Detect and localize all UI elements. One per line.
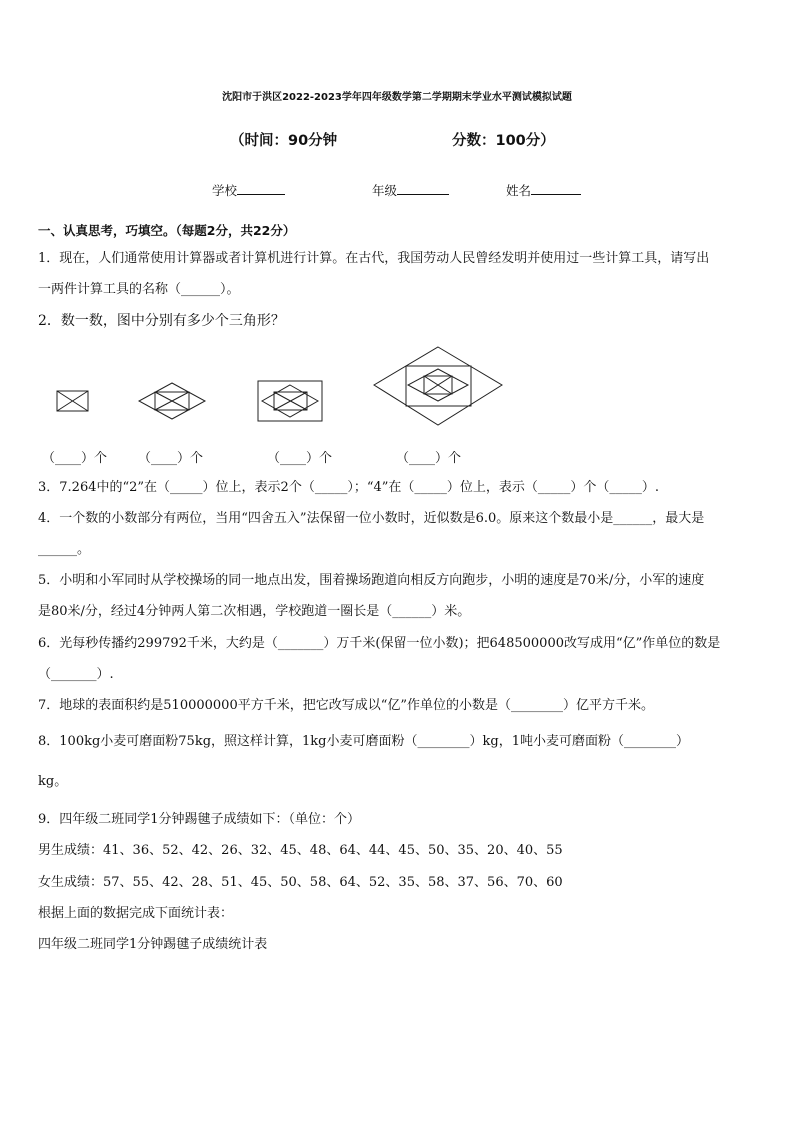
question-9-boys-scores: 男生成绩：41、36、52、42、26、32、45、48、64、44、45、50、35、20、40、55 — [38, 843, 563, 858]
exam-score: 分数：100分） — [452, 133, 555, 149]
question-3: 3．7.264中的“2”在（_____）位上，表示2个（_____）；“4”在（_____）位上，表示（_____）个（_____）. — [38, 480, 660, 495]
question-4-line-2: ______。 — [38, 542, 91, 557]
question-7: 7．地球的表面积约是510000000平方千米，把它改写成以“亿”作单位的小数是（________）亿平方千米。 — [38, 698, 655, 713]
question-6-line-1: 6．光每秒传播约299792千米，大约是（_______）万千米(保留一位小数)；把648500000改写成用“亿”作单位的数是 — [38, 636, 721, 651]
question-9-table-title: 四年级二班同学1分钟踢毽子成绩统计表 — [38, 937, 268, 952]
school-label: 学校 — [212, 183, 238, 198]
school-field — [212, 181, 285, 199]
exam-time: （时间：90分钟 — [230, 133, 338, 149]
grade-field — [372, 181, 449, 199]
q2-answer-1[interactable]: （____）个 — [42, 451, 108, 466]
triangle-figures — [0, 340, 794, 440]
question-5-line-1: 5．小明和小军同时从学校操场的同一地点出发，围着操场跑道向相反方向跑步，小明的速度是70米/分，小军的速度 — [38, 573, 705, 588]
q2-answer-4[interactable]: （____）个 — [396, 451, 462, 466]
school-blank[interactable] — [237, 182, 285, 195]
name-field — [506, 181, 581, 199]
grade-blank[interactable] — [397, 182, 449, 195]
q2-answer-3[interactable]: （____）个 — [267, 451, 333, 466]
name-blank[interactable] — [531, 182, 581, 195]
question-8-line-2: kg。 — [38, 774, 68, 789]
exam-title: 沈阳市于洪区2022-2023学年四年级数学第二学期期末学业水平测试模拟试题 — [222, 92, 572, 103]
question-2: 2．数一数，图中分别有多少个三角形？ — [38, 313, 285, 329]
grade-label: 年级 — [372, 183, 398, 198]
figure-2-rhombus-rectangle — [139, 383, 205, 419]
section-heading: 一、认真思考，巧填空。（每题2分，共22分） — [38, 223, 296, 238]
question-4-line-1: 4．一个数的小数部分有两位，当用“四舍五入”法保留一位小数时，近似数是6.0。原来这个数最小是______，最大是 — [38, 511, 705, 526]
q2-answer-2[interactable]: （____）个 — [138, 451, 204, 466]
figure-1-rectangle-with-diagonals — [57, 391, 88, 411]
question-1-line-1: 1．现在，人们通常使用计算器或者计算机进行计算。在古代，我国劳动人民曾经发明并使用过一些计算工具，请写出 — [38, 251, 710, 266]
question-6-line-2: （_______）. — [38, 667, 114, 682]
question-1-line-2: 一两件计算工具的名称（______）。 — [38, 282, 240, 297]
question-9-instruction: 根据上面的数据完成下面统计表： — [38, 906, 234, 921]
question-8-line-1: 8．100kg小麦可磨面粉75kg，照这样计算，1kg小麦可磨面粉（________）kg，1吨小麦可磨面粉（________） — [38, 734, 689, 749]
question-5-line-2: 是80米/分，经过4分钟两人第二次相遇，学校跑道一圈长是（______）米。 — [38, 604, 471, 619]
name-label: 姓名 — [506, 183, 532, 198]
figure-3-nested-rectangles — [258, 381, 322, 421]
figure-4-nested-rhombus — [374, 347, 502, 425]
question-9-girls-scores: 女生成绩：57、55、42、28、51、45、50、58、64、52、35、58、37、56、70、60 — [38, 875, 563, 890]
question-9: 9．四年级二班同学1分钟踢毽子成绩如下：（单位：个） — [38, 812, 361, 827]
